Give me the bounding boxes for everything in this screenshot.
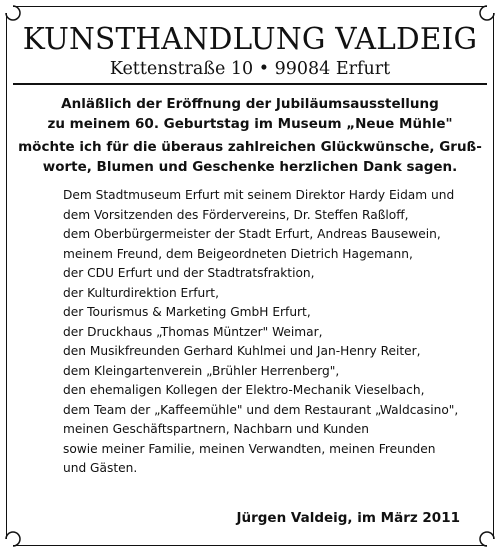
thanks-line: und Gästen. — [63, 461, 138, 475]
thanks-line: dem Oberbürgermeister der Stadt Erfurt, Andreas Bausewein, — [63, 227, 441, 241]
thanks-line: dem Team der „Kaffeemühle" und dem Restaurant „Waldcasino", — [63, 402, 459, 417]
thanks-list — [63, 186, 493, 479]
signature-line: Jürgen Valdeig, im März 2011 — [236, 510, 460, 526]
thanks-line: Dem Stadtmuseum Erfurt mit seinem Direktor Hardy Eidam und — [63, 188, 455, 202]
thanks-line: dem Kleingartenverein „Brühler Herrenberg", — [63, 363, 340, 378]
intro-line: worte, Blumen und Geschenke herzlichen Dank sagen. — [42, 159, 458, 175]
thanks-line: der Kulturdirektion Erfurt, — [63, 285, 219, 300]
thanks-line: der Tourismus & Marketing GmbH Erfurt, — [63, 305, 311, 319]
thanks-line: der CDU Erfurt und der Stadtratsfraktion, — [63, 266, 315, 280]
intro-line: Anläßlich der Eröffnung der Jubiläumsausstellung — [61, 96, 439, 112]
thanks-intro — [0, 94, 500, 177]
shop-name-heading: KUNSTHANDLUNG VALDEIG — [22, 22, 478, 56]
thanks-line: meinen Geschäftspartnern, Nachbarn und Kunden — [63, 422, 369, 436]
thanks-line: meinem Freund, dem Beigeordneten Dietrich Hagemann, — [63, 246, 413, 261]
thanks-line: der Druckhaus „Thomas Müntzer" Weimar, — [63, 324, 323, 339]
intro-line: zu meinem 60. Geburtstag im Museum „Neue Mühle" — [47, 116, 453, 132]
thanks-line: den Musikfreunden Gerhard Kuhlmei und Jan-Henry Reiter, — [63, 344, 421, 358]
shop-address: Kettenstraße 10 • 99084 Erfurt — [109, 59, 391, 79]
thanks-line: den ehemaligen Kollegen der Elektro-Mechanik Vieselbach, — [63, 383, 425, 397]
header-divider — [13, 83, 487, 85]
thanks-line: dem Vorsitzenden des Fördervereins, Dr. Steffen Raßloff, — [63, 207, 409, 222]
thanks-line: sowie meiner Familie, meinen Verwandten, meinen Freunden — [63, 441, 436, 456]
intro-line: möchte ich für die überaus zahlreichen Glückwünsche, Gruß- — [18, 139, 482, 155]
